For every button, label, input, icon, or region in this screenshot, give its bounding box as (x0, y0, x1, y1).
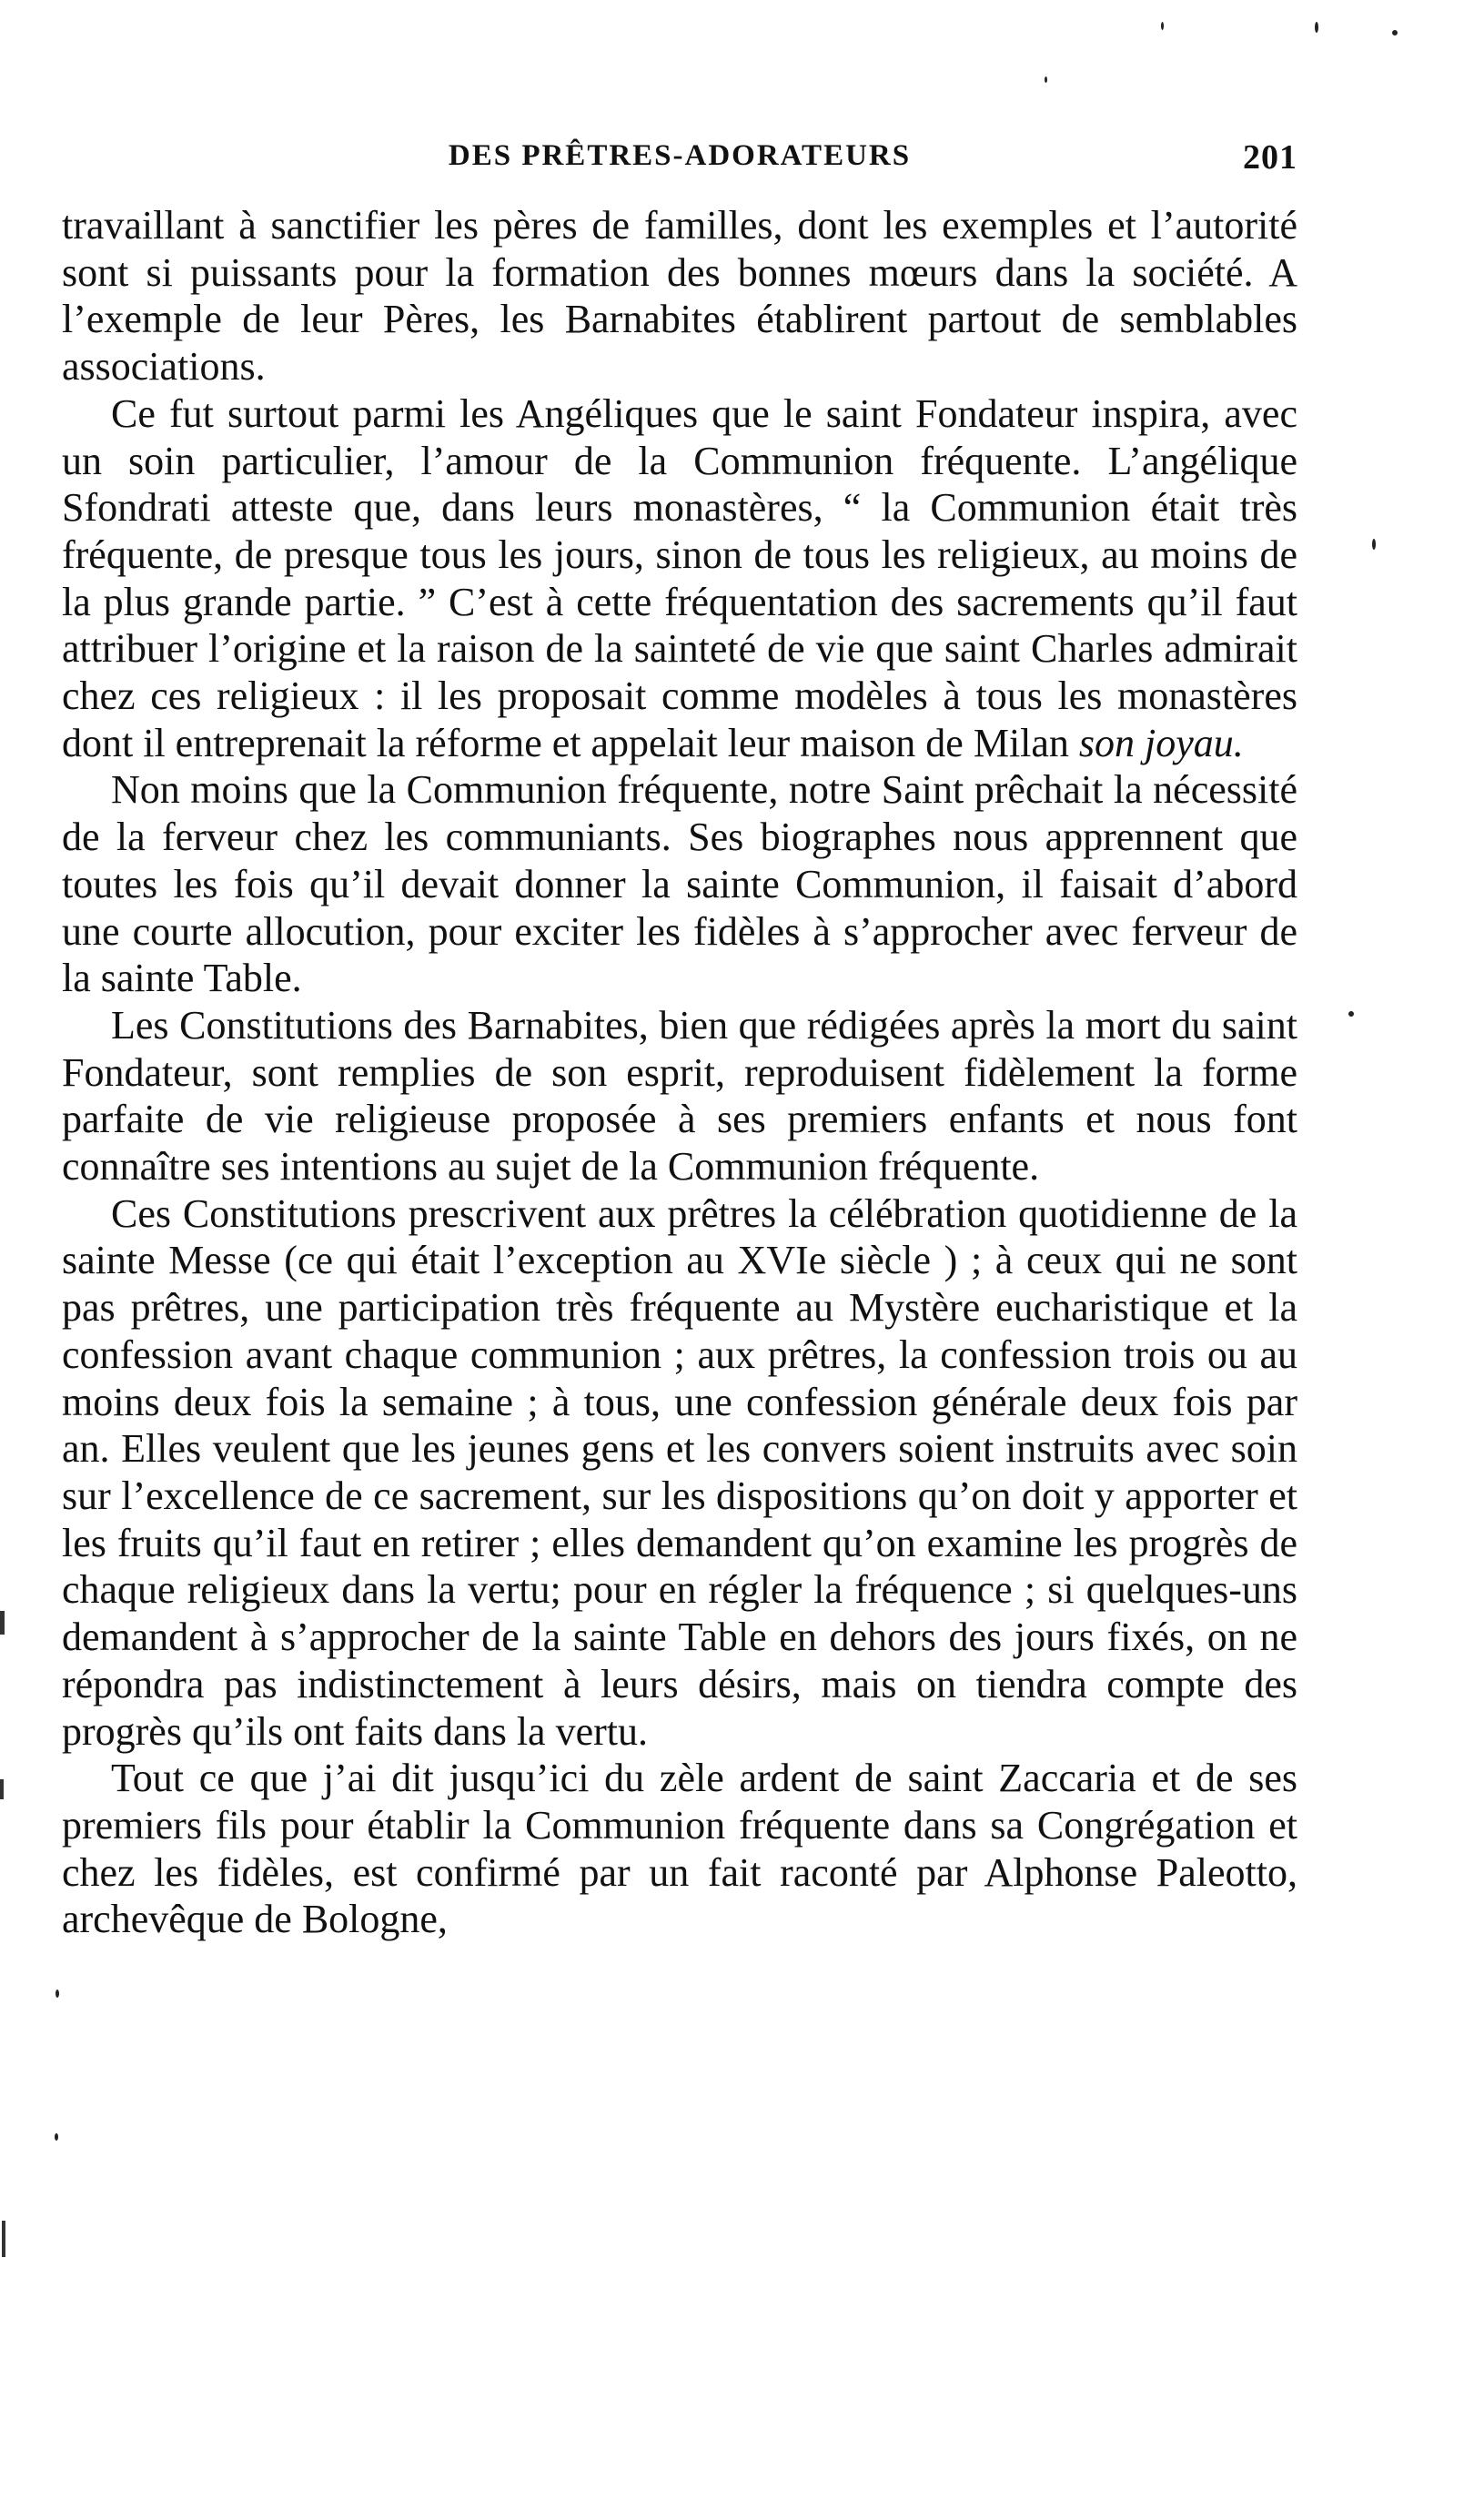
body-text (62, 202, 1297, 1943)
left-edge-mark (0, 1779, 4, 1799)
scan-speck (56, 1990, 59, 1998)
scan-speck (1392, 30, 1398, 35)
paragraph-angeliques (62, 390, 1297, 767)
scan-speck (1372, 539, 1376, 550)
scan-speck (55, 2133, 58, 2141)
paragraph-paleotto: Tout ce que j’ai dit jusqu’ici du zèle ardent de saint Zaccaria et de ses premiers fils pour établir la Communion fréquente dans sa Congrégation et chez les fidèles, est confirmé par un fait raconté par Alphonse Paleotto, archevêque de Bologne, (62, 1756, 1297, 1942)
scan-speck (1045, 76, 1047, 83)
paragraph-text: Ce fut surtout parmi les Angéliques que le saint Fondateur inspira, avec un soin particulier, l’amour de la Communion fréquente. L’angélique Sfondrati atteste que, dans leurs monastères, “ la Communion était très fréquente, de presque tous les jours, sinon de tous les religieux, au moins de la plus grande partie. ” C’est à cette fréquentation des sacrements qu’il faut attribuer l’origine et la raison de la sainteté de vie que saint Charles admirait chez ces religieux : il les proposait comme modèles à tous les monastères dont il entreprenait la réforme et appelait leur maison de Milan (62, 390, 1297, 765)
paragraph-ferveur: Non moins que la Communion fréquente, notre Saint prêchait la nécessité de la ferveur chez les communiants. Ses biographes nous apprennent que toutes les fois qu’il devait donner la sainte Communion, il faisait d’abord une courte allocution, pour exciter les fidèles à s’approcher avec ferveur de la sainte Table. (62, 767, 1297, 1001)
scan-speck (1348, 1011, 1354, 1017)
emphasis-text: son joyau. (1078, 720, 1244, 765)
left-edge-mark (2, 2221, 5, 2257)
page-header (62, 139, 1297, 187)
scan-speck (1315, 22, 1318, 33)
paragraph-continuation: travaillant à sanctifier les pères de familles, dont les exemples et l’autorité sont si puissants pour la formation des bonnes mœurs dans la société. A l’exemple de leur Pères, les Barnabites établirent partout de semblables associations. (62, 203, 1297, 390)
page-number: 201 (1243, 138, 1297, 177)
running-title: DES PRÊTRES-ADORATEURS (448, 139, 912, 172)
left-edge-mark (0, 1611, 5, 1635)
paragraph-prescriptions: Ces Constitutions prescrivent aux prêtres la célébration quotidienne de la sainte Messe (ce qui était l’exception au XVIe siècle ) ; à ceux qui ne sont pas prêtres, une participation très fréquente au Mystère eucharistique et la confession avant chaque communion ; aux prêtres, la confession trois ou au moins deux fois la semaine ; à tous, une confession générale deux fois par an. Elles veulent que les jeunes gens et les convers soient instruits avec soin sur l’excellence de ce sacrement, sur les dispositions qu’on doit y apporter et les fruits qu’il faut en retirer ; elles demandent qu’on examine les progrès de chaque religieux dans la vertu; pour en régler la fréquence ; si quelques-uns demandent à s’approcher de la sainte Table en dehors des jours fixés, on ne répondra pas indistinctement à leurs désirs, mais on tiendra compte des progrès qu’ils ont faits dans la vertu. (62, 1190, 1297, 1754)
scan-speck (1161, 22, 1164, 30)
paragraph-constitutions: Les Constitutions des Barnabites, bien que rédigées après la mort du saint Fondateur, sont remplies de son esprit, reproduisent fidèlement la forme parfaite de vie religieuse proposée à ses premiers enfants et nous font connaître ses intentions au sujet de la Communion fréquente. (62, 1002, 1297, 1190)
